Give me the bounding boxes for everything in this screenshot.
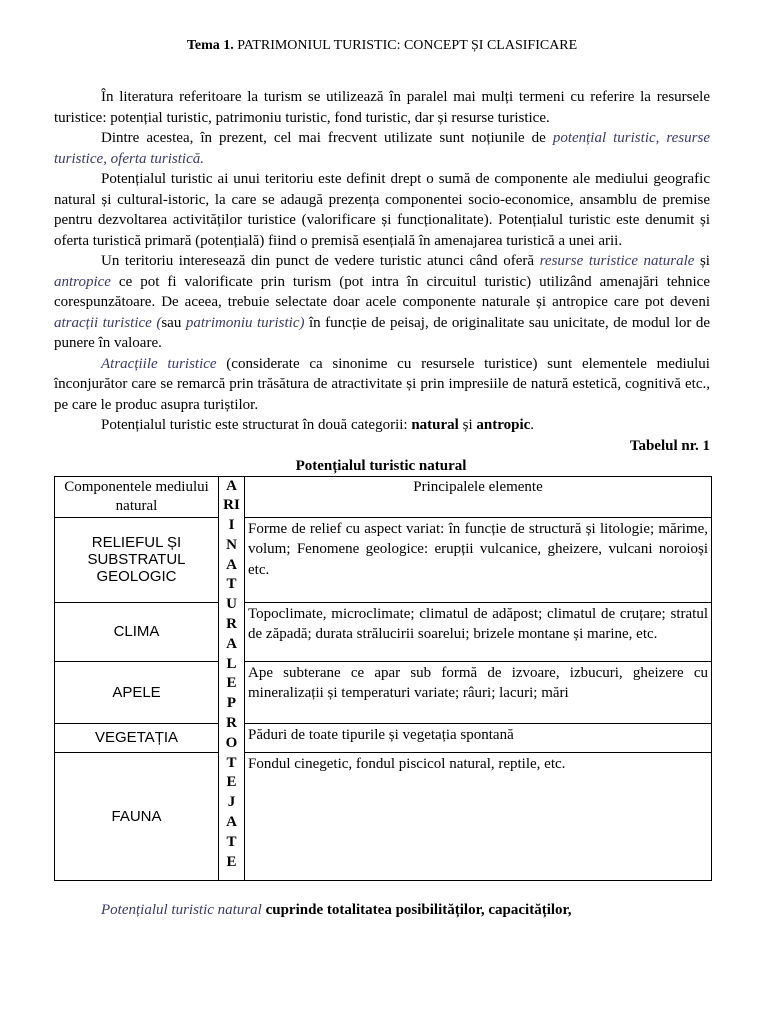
vertical-letter: I (228, 517, 235, 534)
table-title: Potențialul turistic natural (295, 457, 467, 474)
elements-cell: Topoclimate, microclimate; climatul de adăpost; climatul de cruțare; stratul de zăpadă; durata strălucirii soarelui; brizele montane și marine, etc. (245, 602, 712, 661)
table-row (55, 517, 712, 602)
vertical-letter: R (226, 616, 237, 633)
natural-potential-table (54, 476, 712, 881)
table-row (55, 602, 712, 661)
component-cell: CLIMA (55, 602, 219, 661)
table-row (55, 723, 712, 752)
vertical-letter: E (226, 675, 237, 692)
body-text (54, 87, 710, 436)
elements-cell: Forme de relief cu aspect variat: în funcție de structură și litologie; mărime, volum; Fenomene geologice: erupții vulcanice, gheizere, vulcani noroioși etc. (245, 517, 712, 602)
elements-cell: Păduri de toate tipurile și vegetația spontană (245, 723, 712, 752)
vertical-letter: T (226, 833, 237, 850)
table-row (55, 661, 712, 723)
vertical-letter: R (226, 715, 237, 732)
table-header-row (55, 476, 712, 517)
elements-cell: Fondul cinegetic, fondul piscicol natural, reptile, etc. (245, 752, 712, 880)
vertical-letter: U (226, 596, 237, 613)
component-cell: VEGETAȚIA (55, 723, 219, 752)
paragraph-1: În literatura referitoare la turism se utilizează în paralel mai mulți termeni cu referire la resursele turistice: potențial turistic, patrimoniu turistic, fond turistic, dar și resurse turistice. (54, 89, 710, 126)
table-row (55, 752, 712, 880)
component-cell: APELE (55, 661, 219, 723)
vertical-letter: RI (223, 497, 240, 514)
elements-cell: Ape subterane ce apar sub formă de izvoare, izbucuri, gheizere cu mineralizații și temperaturi variate; râuri; lacuri; mări (245, 661, 712, 723)
paragraph-4: Un teritoriu interesează din punct de vedere turistic atunci când oferă resurse turistice naturale și antropice ce pot fi valorificate prin turism (pot intra în circuitul turistic) utilizând amenajări tehnice corespunzătoare. De aceea, trebuie selectate doar acele componente naturale și antropice care pot deveni atracții turistice (sau patrimoniu turistic) în funcție de peisaj, de originalitate sau unicitate, de modul lor de punere în valoare. (54, 253, 711, 351)
closing-paragraph: Potențialul turistic natural cuprinde totalitatea posibilităților, capacităților, (101, 901, 572, 918)
table-number: Tabelul nr. 1 (629, 437, 710, 454)
header-components: Componentele mediului natural (55, 476, 219, 517)
paragraph-6: Potențialul turistic este structurat în două categorii: natural și antropic. (101, 417, 535, 433)
vertical-letter: A (226, 477, 237, 494)
vertical-letter: A (226, 556, 237, 573)
vertical-letter: T (226, 576, 237, 593)
vertical-letter: O (225, 734, 238, 751)
vertical-letter: A (226, 635, 237, 652)
paragraph-3: Potențialul turistic ai unui teritoriu este definit drept o sumă de componente ale mediului geografic natural și cultural-istoric, la care se adaugă prezența componentei socio-economice, ansamblu de premise pentru dezvoltarea activităților turistice (valorificare și funcționalitate). Potențialul turistic este denumit și oferta turistică primară (potențială) fiind o premisă esențială în amenajarea turistică a unei arii. (54, 171, 710, 249)
vertical-letter: J (227, 794, 236, 811)
vertical-letter: E (226, 774, 237, 791)
header-elements: Principalele elemente (245, 476, 712, 517)
vertical-letter: P (226, 695, 237, 712)
document-title: Tema 1. PATRIMONIUL TURISTIC: CONCEPT ȘI CLASIFICARE (186, 38, 578, 53)
document-page (54, 36, 710, 920)
vertical-letter: N (226, 536, 237, 553)
paragraph-2: Dintre acestea, în prezent, cel mai frecvent utilizate sunt noțiunile de potențial turistic, resurse turistice, oferta turistică. (54, 130, 710, 167)
vertical-label (219, 476, 245, 880)
paragraph-5: Atracțiile turistice (considerate ca sinonime cu resursele turistice) sunt elementele mediului înconjurător care se remarcă prin trăsătura de atractivitate și prin impresiile de natură estetică, cognitivă etc., pe care le produc asupra turiștilor. (54, 355, 710, 413)
component-cell: FAUNA (55, 752, 219, 880)
vertical-letter: A (226, 814, 237, 831)
component-cell: RELIEFUL ȘI SUBSTRATUL GEOLOGIC (55, 517, 219, 602)
vertical-letter: T (226, 754, 237, 771)
vertical-letter: E (226, 853, 237, 870)
vertical-letter: L (226, 655, 237, 672)
